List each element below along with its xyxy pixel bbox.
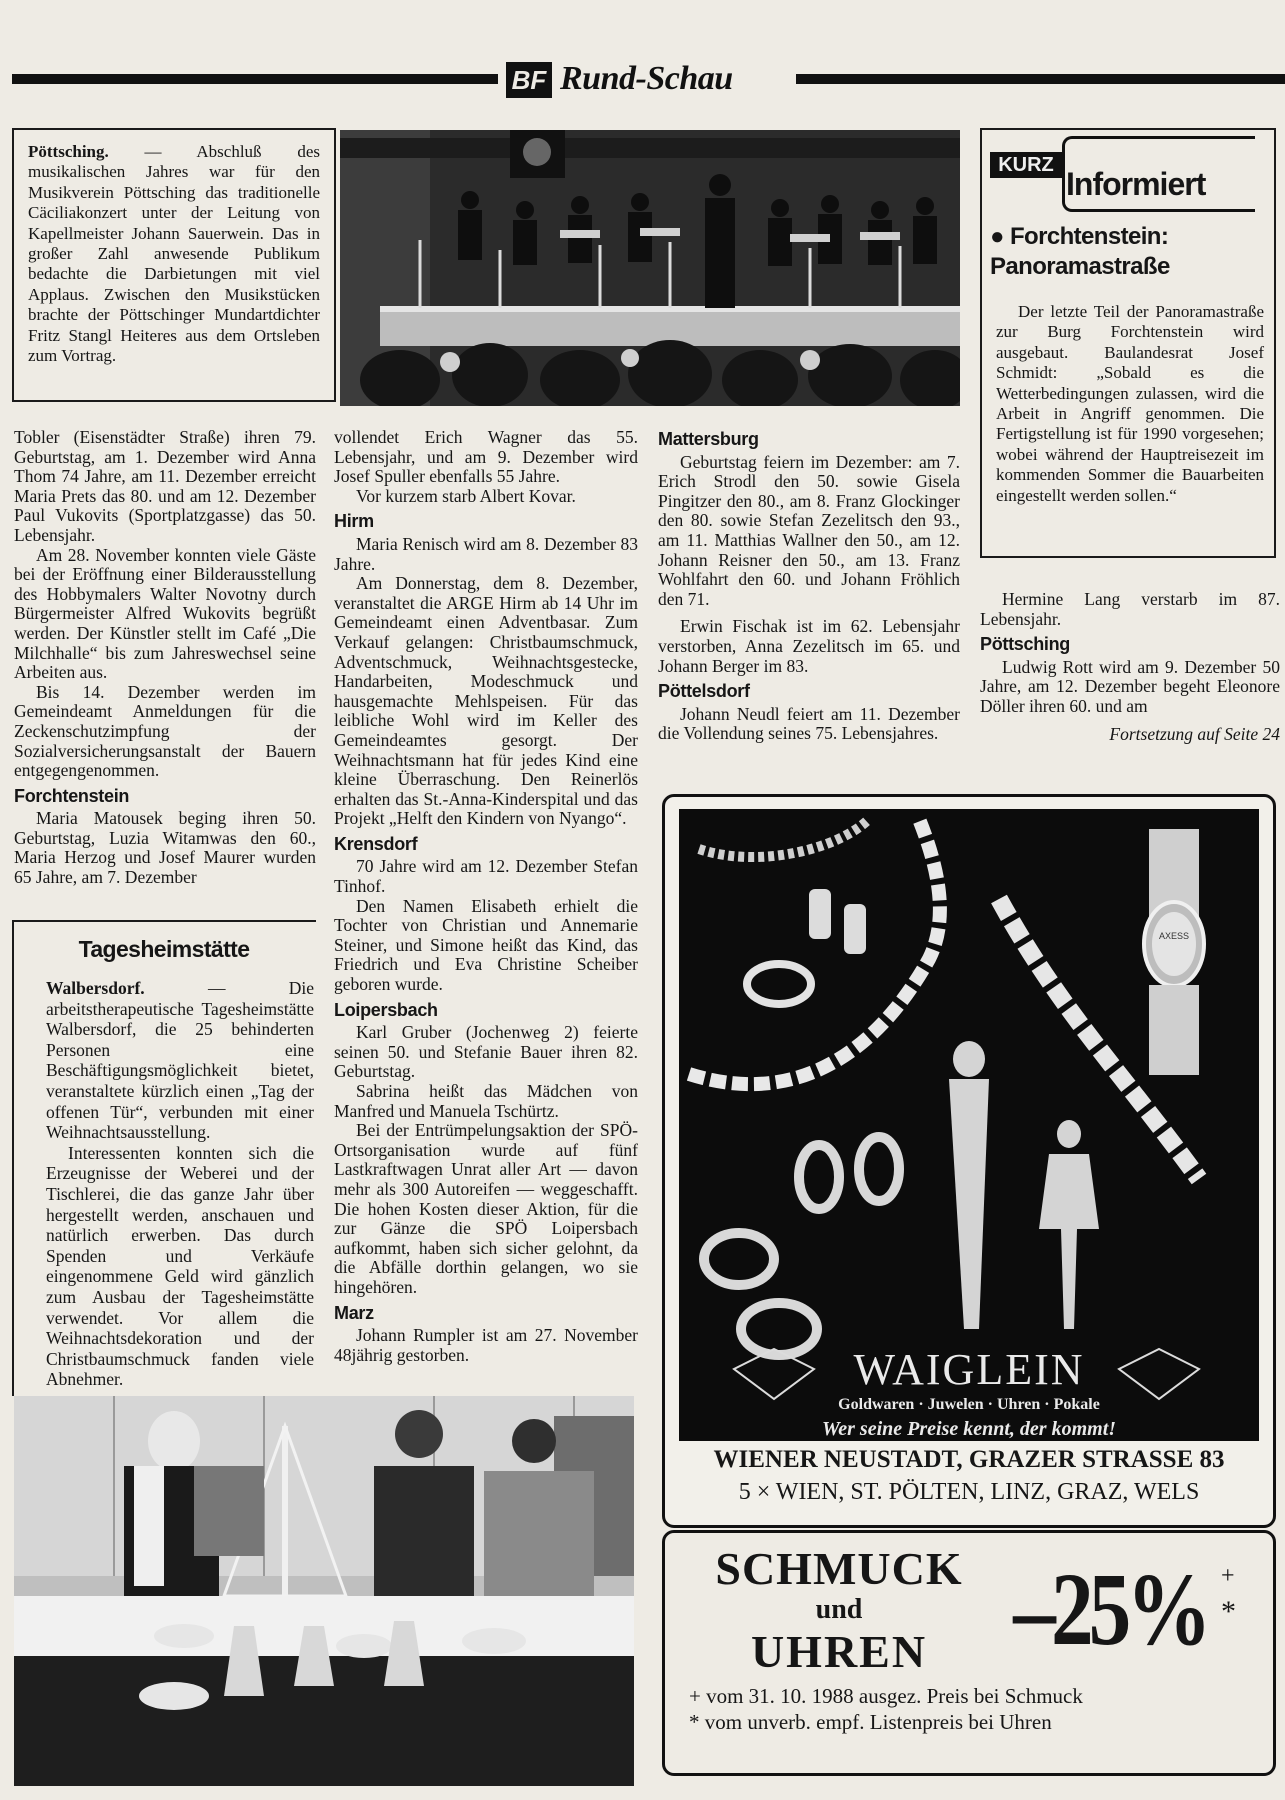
heading-hirm: Hirm	[334, 511, 374, 532]
sale-mark-plus: +	[1221, 1563, 1235, 1589]
tagesheim-box	[12, 920, 316, 1396]
kurz-informiert-box	[980, 128, 1276, 558]
poettsching-lead: Pöttsching.	[28, 142, 109, 161]
sale-discount: –25%	[1013, 1552, 1207, 1667]
header-rule-left	[12, 74, 498, 84]
column-1	[14, 428, 316, 888]
ad-brand: WAIGLEIN	[853, 1345, 1085, 1394]
kurz-paragraph: Der letzte Teil der Panoramastraße zur Burg Forchtenstein wird ausgebaut. Baulandesrat Josef Schmidt: „Sobald es die Wetterbedingungen zulassen, wird die Arbeit in Angriff genommen. Die Fertigstellung ist für 1990 vorgesehen; wobei während der Hauptreisezeit im kommenden Sommer die Bauarbeiten eingestellt werden sollen.“	[996, 302, 1264, 505]
sale-uhren: UHREN	[750, 1626, 928, 1677]
poettsching-text: — Abschluß des musikalischen Jahres war für den Musikverein Pöttsching das traditionelle Cäciliakonzert unter der Leitung von Kapellmeister Johann Sauerwein. Das in großer Zahl anwesende Publikum bedachte die Darbietungen mit viel Applaus. Zwischen den Musikstücken brachte der Pöttschinger Mundartdichter Fritz Stangl Heiteres aus dem Ortsleben zum Vortrag.	[28, 142, 320, 366]
col3-paragraph-2: Erwin Fischak ist im 62. Lebensjahr verstorben, Anna Zezelitsch im 65. und Johann Berger im 83.	[658, 616, 960, 676]
informiert-label: Informiert	[1066, 166, 1206, 202]
kurz-headline	[990, 222, 1270, 282]
waiglein-ad	[662, 794, 1276, 1528]
col2-paragraph-9: Bei der Entrümpelungsaktion der SPÖ-Ortsorganisation wurde auf fünf Lastkraftwagen Unrat aller Art — davon mehr als 300 Autoreifen — weggeschafft. Die hohen Kosten dieser Aktion, für die zur Gänze die SPÖ Loipersbach aufkommt, haben sich sicher gelohnt, da die Abfälle dorthin gelangen, wo sie hingehören.	[334, 1120, 638, 1297]
col2-paragraph-2: Vor kurzem starb Albert Kovar.	[356, 485, 576, 506]
concert-photo	[340, 130, 960, 406]
poettsching-box	[12, 128, 336, 402]
col4-paragraph-1: Hermine Lang verstarb im 87. Lebensjahr.	[980, 589, 1280, 629]
column-4	[980, 590, 1280, 744]
tagesheim-paragraph-1: — Die arbeitstherapeutische Tagesheimstätte Walbersdorf, die 25 behinderten Personen eine Beschäftigungsmöglichkeit bietet, veranstaltete kürzlich einen „Tag der offenen Tür“, verbunden mit einer Weihnachtsausstellung.	[46, 978, 314, 1143]
sale-mark-star: *	[1221, 1595, 1236, 1628]
heading-forchtenstein: Forchtenstein	[14, 785, 130, 806]
col2-paragraph-4: Am Donnerstag, dem 8. Dezember, veranstaltet die ARGE Hirm ab 14 Uhr im Gemeindeamt einen Adventbasar. Zum Verkauf gelangen: Christbaumschmuck, Adventschmuck, Weihnachtsgestecke, Handarbeiten, Modeschmuck und hausgemachte Mehlspeisen. Für das leibliche Wohl wird im Keller des Gemeindeamtes gesorgt. Der Weihnachtsmann hat für jedes Kind eine kleine Überraschung. Den Reinerlös erhalten das St.-Anna-Kinderspital und das Projekt „Helft den Kindern von Nyango“.	[334, 573, 638, 829]
col3-paragraph-3: Johann Neudl feiert am 11. Dezember die Vollendung seines 75. Lebensjahres.	[658, 703, 960, 744]
heading-poettsching: Pöttsching	[980, 634, 1070, 655]
sale-note-1: + vom 31. 10. 1988 ausgez. Preis bei Schmuck	[689, 1684, 1083, 1708]
column-3	[658, 430, 960, 744]
kurz-headline-line1: ● Forchtenstein:	[990, 223, 1169, 250]
heading-krensdorf: Krensdorf	[334, 833, 418, 854]
heading-loipersbach: Loipersbach	[334, 999, 438, 1020]
col1-paragraph-1: Tobler (Eisenstädter Straße) ihren 79. Geburtstag, am 1. Dezember wird Anna Thom 74 Jahre, am 11. Dezember erreicht Maria Prets das 80. und am 12. Dezember Paul Vukovits (Sportplatzgasse) das 50. Lebensjahr.	[14, 427, 316, 545]
tagesheim-photo	[14, 1396, 634, 1786]
col1-paragraph-2: Am 28. November konnten viele Gäste bei der Eröffnung einer Bilderausstellung des Hobbymalers Walter Novotny durch Bürgermeister Alfred Wukovits begrüßt werden. Der Künstler stellt im Café „Die Milchhalle“ bis zum Jahreswechsel seine Arbeiten aus.	[14, 544, 316, 683]
sale-note-2: * vom unverb. empf. Listenpreis bei Uhren	[689, 1710, 1052, 1734]
header-logo: BF	[506, 62, 552, 98]
sale-schmuck: SCHMUCK	[715, 1543, 963, 1594]
tagesheim-title: Tagesheimstätte	[78, 936, 250, 962]
tagesheim-lead: Walbersdorf.	[46, 978, 145, 998]
ad-branches: 5 × WIEN, ST. PÖLTEN, LINZ, GRAZ, WELS	[738, 1479, 1200, 1505]
heading-poettelsdorf: Pöttelsdorf	[658, 681, 750, 702]
col2-paragraph-10: Johann Rumpler ist am 27. November 48jährig gestorben.	[334, 1325, 638, 1365]
column-2	[334, 428, 638, 1365]
section-title: Rund-Schau	[560, 60, 733, 97]
col1-paragraph-3: Bis 14. Dezember werden im Gemeindeamt Anmeldungen für die Zeckenschutzimpfung der Sozialversicherungsanstalt der Bauern entgegengenommen.	[14, 681, 316, 781]
watch-brand: AXESS	[1158, 931, 1190, 941]
col2-paragraph-1: vollendet Erich Wagner das 55. Lebensjahr, und am 9. Dezember wird Josef Spuller ebenfalls 55 Jahre.	[334, 427, 638, 487]
kurz-headline-line2: Panoramastraße	[990, 253, 1170, 280]
col4-paragraph-2: Ludwig Rott wird am 9. Dezember 50 Jahre, am 12. Dezember begeht Eleonore Döller ihren 60. und am	[980, 656, 1280, 716]
col2-paragraph-8: Sabrina heißt das Mädchen von Manfred und Manuela Tschürtz.	[334, 1081, 638, 1121]
col2-paragraph-5: 70 Jahre wird am 12. Dezember Stefan Tinhof.	[334, 856, 638, 897]
tagesheim-text	[46, 978, 314, 1390]
ad-slogan: Wer seine Preise kennt, der kommt!	[821, 1418, 1117, 1440]
header-rule-right	[796, 74, 1285, 84]
sale-ad	[662, 1530, 1276, 1776]
col1-paragraph-4: Maria Matousek beging ihren 50. Geburtstag, Luzia Witamwas den 60., Maria Herzog und Josef Maurer wurden 65 Jahre, am 7. Dezember	[14, 808, 316, 888]
col2-paragraph-7: Karl Gruber (Jochenweg 2) feierte seinen 50. und Stefanie Bauer ihren 82. Geburtstag.	[334, 1022, 638, 1082]
col2-paragraph-6: Den Namen Elisabeth erhielt die Tochter von Christian und Annemarie Steiner, und Simone heißt das Kind, das Friedrich und Eva Christine Scheiber geboren wurde.	[334, 895, 638, 995]
jewelry-photo	[679, 809, 1259, 1441]
sale-und: und	[815, 1594, 863, 1625]
ad-address: WIENER NEUSTADT, GRAZER STRASSE 83	[713, 1446, 1225, 1473]
heading-mattersburg: Mattersburg	[658, 429, 759, 449]
heading-marz: Marz	[334, 1302, 374, 1323]
col2-paragraph-3: Maria Renisch wird am 8. Dezember 83 Jahre.	[334, 533, 638, 574]
continuation-note: Fortsetzung auf Seite 24	[1109, 723, 1280, 744]
informiert-frame	[1062, 136, 1255, 212]
kurz-label: KURZ	[990, 152, 1062, 178]
ad-products: Goldwaren · Juwelen · Uhren · Pokale	[838, 1396, 1100, 1413]
col3-paragraph-1: Geburtstag feiern im Dezember: am 7. Erich Strodl den 50. sowie Gisela Pingitzer den 80., am 8. Franz Glockinger den 80. sowie Stefan Zezelitsch den 93., am 11. Matthias Wallner den 50., am 12. Johann Reisner den 50., am 13. Franz Wohlfahrt den 60. und Johann Fröhlich den 71.	[658, 451, 960, 609]
tagesheim-paragraph-2: Interessenten konnten sich die Erzeugnisse der Weberei und der Tischlerei, die das ganze Jahr über hergestellt werden, anschauen und natürlich erwerben. Das durch Spenden und Verkäufe eingenommene Geld wird gänzlich zum Ausbau der Tagesheimstätte verwendet. Vor allem die Weihnachtsdekoration und der Christbaumschmuck fanden viele Abnehmer.	[46, 1142, 314, 1390]
kurz-text	[996, 302, 1264, 506]
